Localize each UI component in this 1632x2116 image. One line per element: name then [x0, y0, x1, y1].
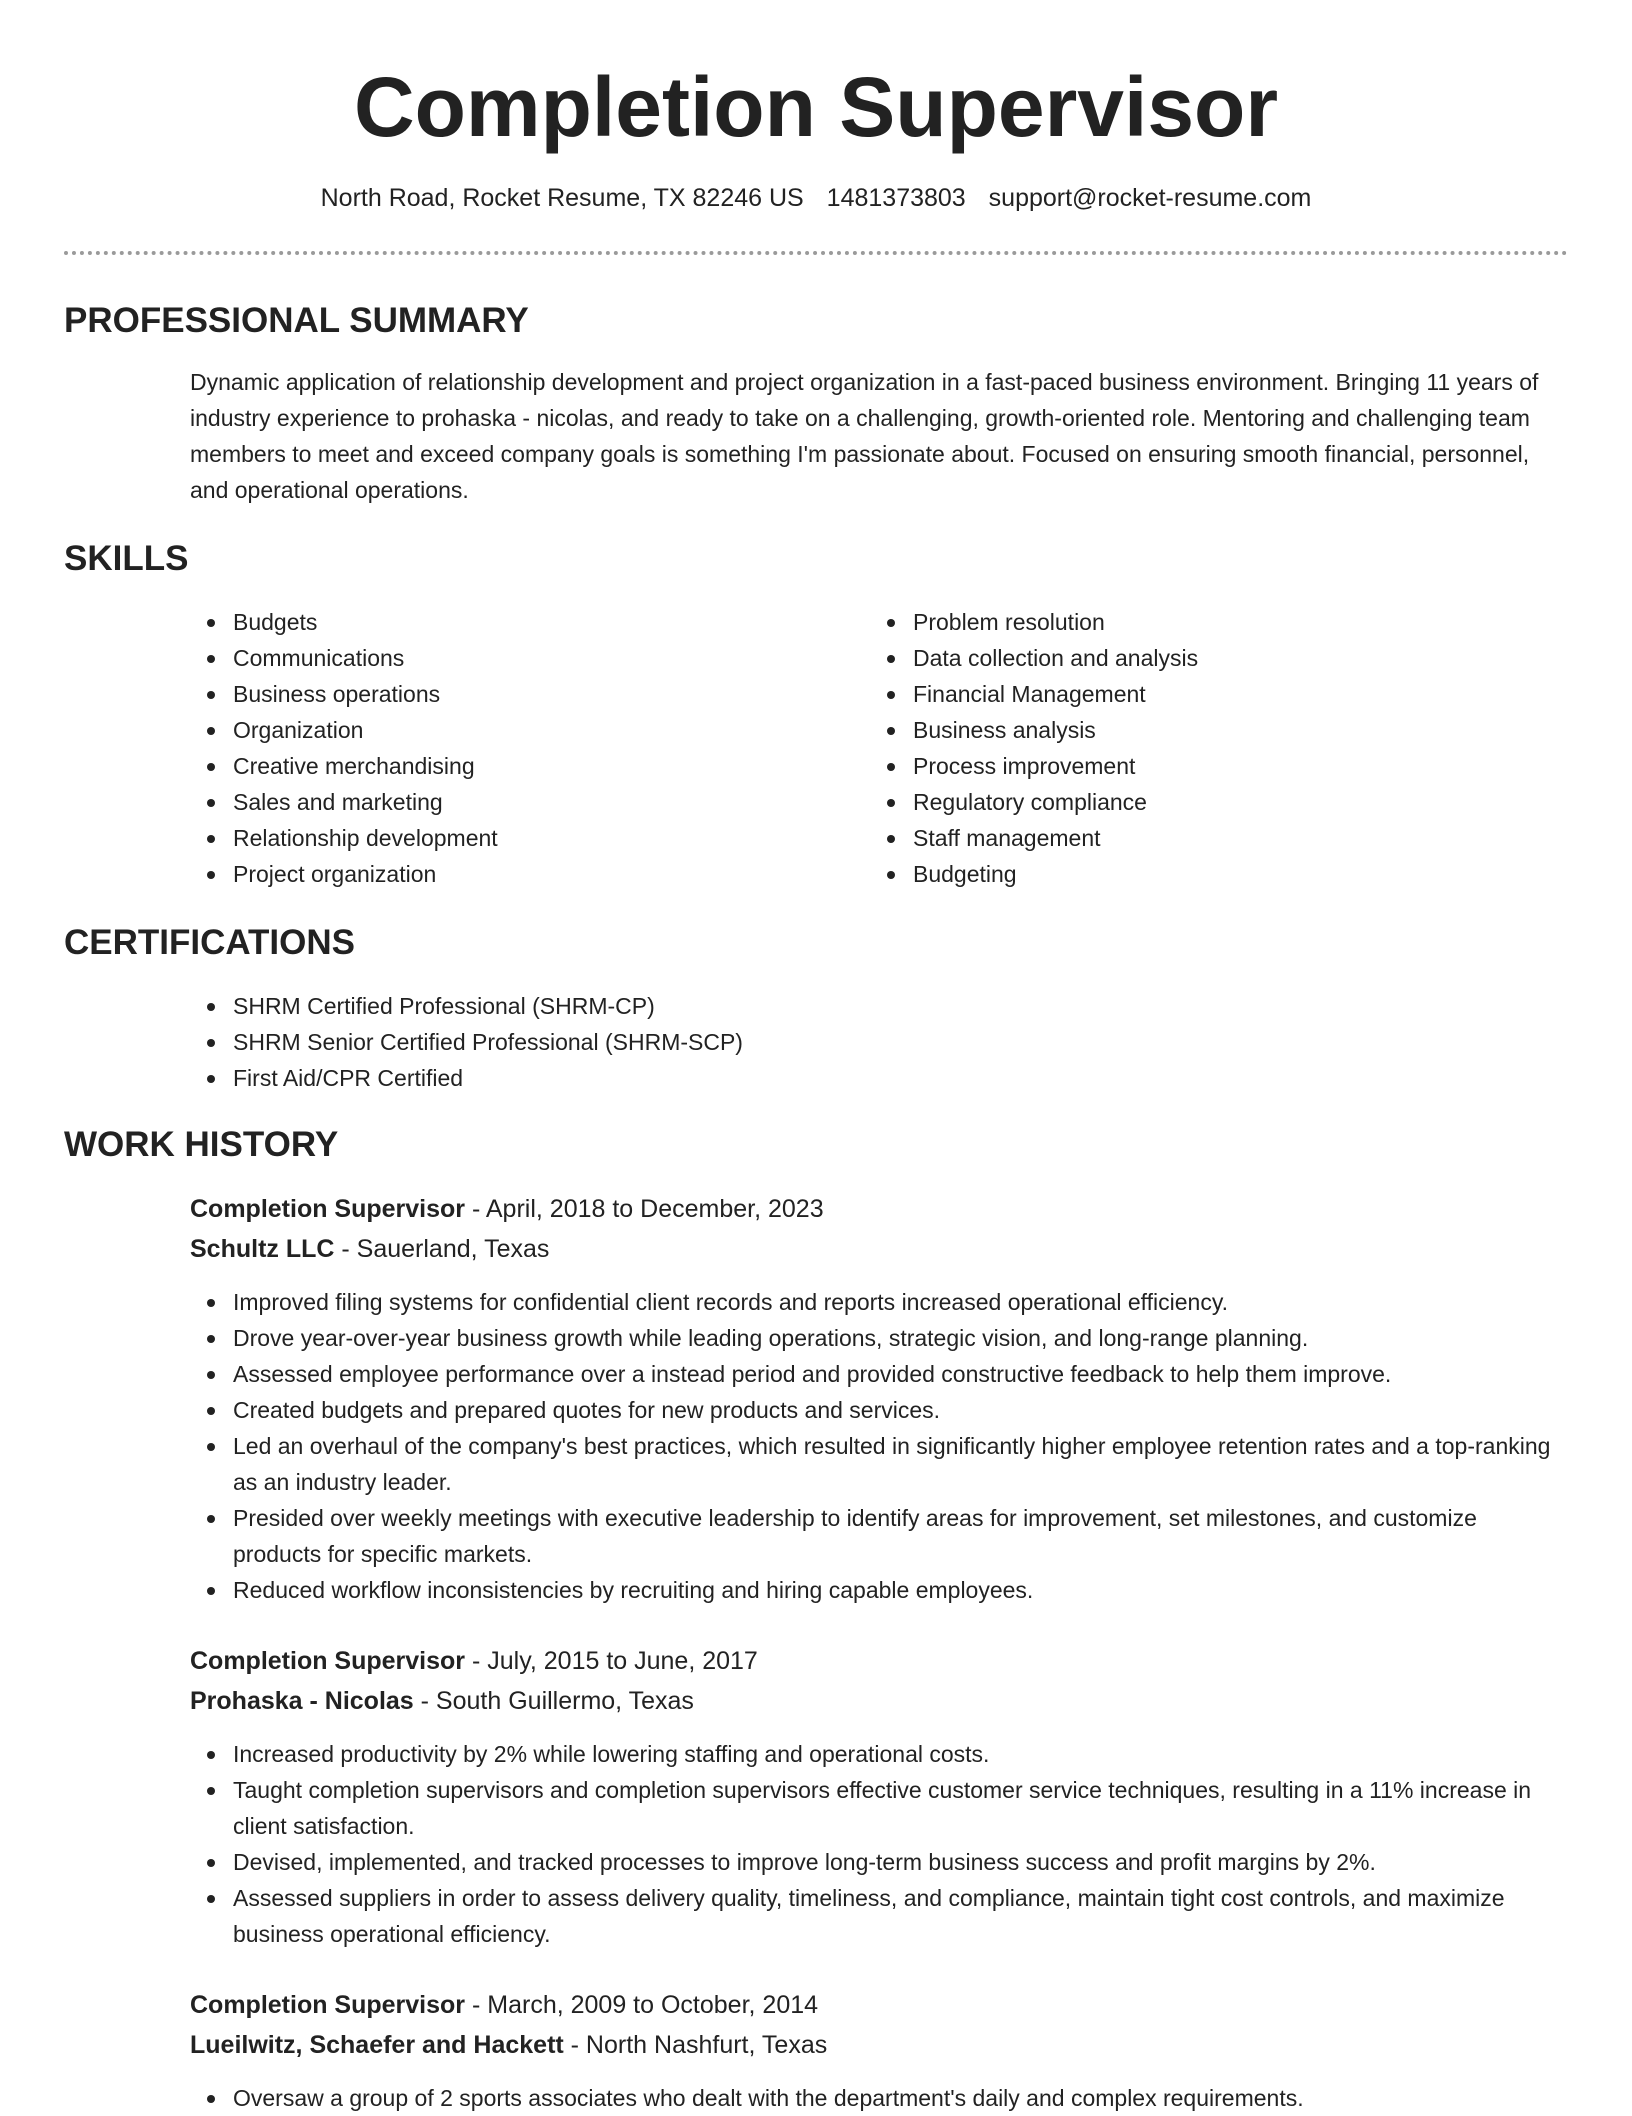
job-bullet: Created budgets and prepared quotes for new products and services.: [190, 1392, 1570, 1428]
skill-item: Sales and marketing: [190, 784, 830, 820]
certification-item: First Aid/CPR Certified: [190, 1060, 1570, 1096]
skill-item: Process improvement: [870, 748, 1510, 784]
header-divider: [64, 251, 1568, 255]
job-company-line: [190, 1681, 694, 1721]
skill-item: Business operations: [190, 676, 830, 712]
skill-item: Business analysis: [870, 712, 1510, 748]
job-company: Prohaska - Nicolas: [190, 1687, 414, 1715]
contact-line: [0, 178, 1632, 218]
job-location: - Sauerland, Texas: [334, 1235, 550, 1263]
skills-list-left: [190, 604, 830, 892]
job-bullets: [190, 2080, 1570, 2116]
skill-item: Communications: [190, 640, 830, 676]
skill-item: Relationship development: [190, 820, 830, 856]
job-title-line: [190, 1985, 818, 2025]
skill-item: Staff management: [870, 820, 1510, 856]
job-role: Completion Supervisor: [190, 1991, 466, 2019]
job-bullet: Oversaw a group of 2 sports associates who dealt with the department's daily and complex requirements.: [190, 2080, 1570, 2116]
job-bullet: Assessed suppliers in order to assess delivery quality, timeliness, and compliance, maintain tight cost controls, and maximize business operational efficiency.: [190, 1880, 1570, 1952]
job-bullet: Devised, implemented, and tracked processes to improve long-term business success and profit margins by 2%.: [190, 1844, 1570, 1880]
job-title-line: [190, 1641, 758, 1681]
certifications-heading: CERTIFICATIONS: [64, 923, 356, 962]
skill-item: Data collection and analysis: [870, 640, 1510, 676]
skill-item: Regulatory compliance: [870, 784, 1510, 820]
work-history-heading: WORK HISTORY: [64, 1125, 339, 1164]
skill-item: Project organization: [190, 856, 830, 892]
job-dates: - July, 2015 to June, 2017: [465, 1647, 758, 1675]
job-role: Completion Supervisor: [190, 1195, 466, 1223]
certification-item: SHRM Certified Professional (SHRM-CP): [190, 988, 1570, 1024]
skills-list-right: [870, 604, 1510, 892]
skills-heading: SKILLS: [64, 539, 189, 578]
job-bullet: Increased productivity by 2% while lowering staffing and operational costs.: [190, 1736, 1570, 1772]
certifications-list: [190, 988, 1570, 1096]
skill-item: Problem resolution: [870, 604, 1510, 640]
job-bullet: Taught completion supervisors and completion supervisors effective customer service techniques, resulting in a 11% increase in client satisfaction.: [190, 1772, 1570, 1844]
resume-name: Completion Supervisor: [353, 60, 1279, 154]
job-role: Completion Supervisor: [190, 1647, 466, 1675]
job-title-line: [190, 1189, 824, 1229]
job-location: - North Nashfurt, Texas: [563, 2031, 828, 2059]
contact-address: North Road, Rocket Resume, TX 82246 US: [320, 184, 804, 212]
skill-item: Organization: [190, 712, 830, 748]
job-company-line: [190, 1229, 549, 1269]
job-bullet: Led an overhaul of the company's best practices, which resulted in significantly higher employee retention rates and a top-ranking as an industry leader.: [190, 1428, 1570, 1500]
contact-phone: 1481373803: [826, 184, 966, 212]
job-dates: - April, 2018 to December, 2023: [465, 1195, 824, 1223]
job-company-line: [190, 2025, 827, 2065]
job-bullet: Presided over weekly meetings with executive leadership to identify areas for improvement, set milestones, and customize products for specific markets.: [190, 1500, 1570, 1572]
skill-item: Budgeting: [870, 856, 1510, 892]
skill-item: Financial Management: [870, 676, 1510, 712]
job-bullet: Drove year-over-year business growth while leading operations, strategic vision, and long-range planning.: [190, 1320, 1570, 1356]
skill-item: Creative merchandising: [190, 748, 830, 784]
job-location: - South Guillermo, Texas: [413, 1687, 694, 1715]
job-bullet: Improved filing systems for confidential client records and reports increased operational efficiency.: [190, 1284, 1570, 1320]
job-bullet: Assessed employee performance over a instead period and provided constructive feedback to help them improve.: [190, 1356, 1570, 1392]
job-bullet: Reduced workflow inconsistencies by recruiting and hiring capable employees.: [190, 1572, 1570, 1608]
contact-email: support@rocket-resume.com: [988, 184, 1312, 212]
job-bullets: [190, 1736, 1570, 1952]
summary-text: Dynamic application of relationship development and project organization in a fast-paced business environment. Bringing 11 years of industry experience to prohaska - nicolas, and ready to take on a challenging, growth-oriented role. Mentoring and challenging team members to meet and exceed company goals is something I'm passionate about. Focused on ensuring smooth financial, personnel, and operational operations.: [190, 369, 1539, 503]
skill-item: Budgets: [190, 604, 830, 640]
job-bullets: [190, 1284, 1570, 1608]
job-company: Lueilwitz, Schaefer and Hackett: [190, 2031, 564, 2059]
summary-heading: PROFESSIONAL SUMMARY: [64, 301, 529, 340]
job-company: Schultz LLC: [190, 1235, 335, 1263]
certification-item: SHRM Senior Certified Professional (SHRM-SCP): [190, 1024, 1570, 1060]
job-dates: - March, 2009 to October, 2014: [465, 1991, 819, 2019]
